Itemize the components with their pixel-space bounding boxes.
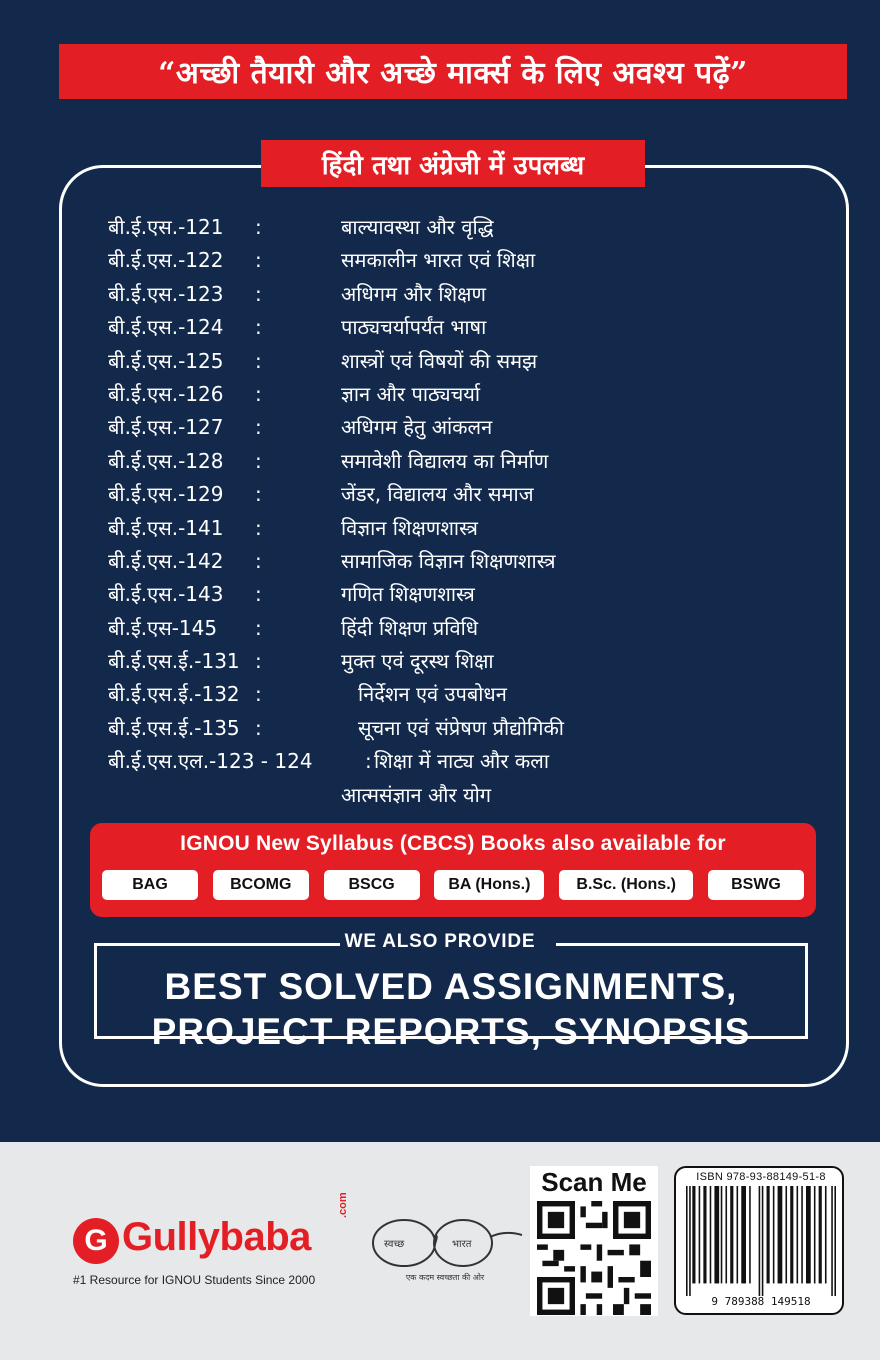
course-title: हिंदी शिक्षण प्रविधि xyxy=(341,615,479,640)
course-code: बी.ई.एस.-124 xyxy=(108,315,224,340)
course-title: सूचना एवं संप्रेषण प्रौद्योगिकी xyxy=(358,715,564,740)
course-code: बी.ई.एस.-129 xyxy=(108,482,224,507)
program-list xyxy=(102,870,804,900)
availability-badge: हिंदी तथा अंग्रेजी में उपलब्ध xyxy=(261,140,645,187)
course-title: ज्ञान और पाठ्यचर्या xyxy=(341,381,481,406)
course-title: मुक्त एवं दूरस्थ शिक्षा xyxy=(341,649,494,674)
course-row xyxy=(108,411,808,444)
course-code: बी.ई.एस.-123 xyxy=(108,281,224,306)
course-row xyxy=(108,645,808,678)
gullybaba-logo-icon: G xyxy=(73,1218,119,1264)
course-row xyxy=(108,779,808,812)
course-title: शास्त्रों एवं विषयों की समझ xyxy=(341,348,538,373)
course-row xyxy=(108,445,808,478)
course-separator: : xyxy=(255,548,262,573)
program-badge-bsc-hons: B.Sc. (Hons.) xyxy=(559,870,693,900)
course-title: अधिगम और शिक्षण xyxy=(341,281,486,306)
isbn-label: ISBN 978-93-88149-51-8 xyxy=(696,1171,826,1183)
provide-line-2: PROJECT REPORTS, SYNOPSIS xyxy=(151,1011,751,1052)
course-title: निर्देशन एवं उपबोधन xyxy=(358,682,507,707)
course-row xyxy=(108,678,808,711)
course-code: बी.ई.एस.ई.-131 xyxy=(108,649,240,674)
course-title: पाठ्यचर्यापर्यंत भाषा xyxy=(341,315,487,340)
course-code: बी.ई.एस.ई.-132 xyxy=(108,682,240,707)
course-row xyxy=(108,211,808,244)
course-separator: : xyxy=(255,448,262,473)
course-separator: : xyxy=(255,582,262,607)
course-title: गणित शिक्षणशास्त्र xyxy=(341,582,475,607)
bharat-word: भारत xyxy=(452,1239,472,1250)
course-title: अधिगम हेतु आंकलन xyxy=(341,415,493,440)
swachh-bharat-logo xyxy=(360,1212,525,1292)
course-code: बी.ई.एस.-128 xyxy=(108,448,224,473)
course-list xyxy=(108,211,808,812)
course-code: बी.ई.एस-145 xyxy=(108,615,218,640)
course-separator: : xyxy=(255,315,262,340)
course-code: बी.ई.एस.एल.-123 - 124 xyxy=(108,749,313,774)
course-code: बी.ई.एस.ई.-135 xyxy=(108,715,240,740)
course-title: जेंडर, विद्यालय और समाज xyxy=(341,482,534,507)
course-separator: : xyxy=(255,381,262,406)
swachh-word: स्वच्छ xyxy=(384,1239,405,1250)
syllabus-title: IGNOU New Syllabus (CBCS) Books also available for xyxy=(180,832,726,855)
swachh-caption: एक कदम स्वच्छता की ओर xyxy=(405,1273,485,1282)
isbn-barcode-block xyxy=(674,1166,844,1315)
course-row xyxy=(108,612,808,645)
course-separator: : xyxy=(255,682,262,707)
course-separator: : xyxy=(255,415,262,440)
provide-label: WE ALSO PROVIDE xyxy=(344,931,536,952)
brand-tagline: #1 Resource for IGNOU Students Since 2000 xyxy=(73,1273,316,1287)
brand-name: Gullybaba xyxy=(122,1215,311,1259)
course-row xyxy=(108,545,808,578)
brand-domain: .com xyxy=(337,1192,349,1218)
course-separator: : xyxy=(255,615,262,640)
course-row xyxy=(108,244,808,277)
scan-me-label: Scan Me xyxy=(541,1167,647,1197)
gullybaba-brand xyxy=(73,1192,363,1306)
course-code: बी.ई.एस.-141 xyxy=(108,515,224,540)
course-separator: : xyxy=(255,515,262,540)
course-code: बी.ई.एस.-143 xyxy=(108,582,224,607)
provide-services xyxy=(0,964,880,1054)
scan-me-block xyxy=(530,1166,658,1316)
course-separator: : xyxy=(255,482,262,507)
program-badge-ba-hons: BA (Hons.) xyxy=(434,870,544,900)
program-badge-bcomg: BCOMG xyxy=(213,870,309,900)
course-title: समावेशी विद्यालय का निर्माण xyxy=(341,448,549,473)
course-row xyxy=(108,512,808,545)
course-title: शिक्षा में नाट्य और कला xyxy=(374,749,550,774)
course-title: विज्ञान शिक्षणशास्त्र xyxy=(341,515,478,540)
course-code: बी.ई.एस.-125 xyxy=(108,348,224,373)
course-row xyxy=(108,311,808,344)
course-row xyxy=(108,345,808,378)
course-row xyxy=(108,478,808,511)
swachh-bharat-glasses-icon xyxy=(360,1212,525,1272)
course-code: बी.ई.एस.-142 xyxy=(108,548,224,573)
tagline-banner: “अच्छी तैयारी और अच्छे मार्क्स के लिए अवश्य पढ़ें” xyxy=(59,44,847,99)
course-separator: : xyxy=(255,715,262,740)
course-title: सामाजिक विज्ञान शिक्षणशास्त्र xyxy=(341,548,556,573)
course-code: बी.ई.एस.-122 xyxy=(108,248,224,273)
course-separator: : xyxy=(255,348,262,373)
provide-line-1: BEST SOLVED ASSIGNMENTS, xyxy=(164,966,738,1007)
course-row xyxy=(108,378,808,411)
course-title: बाल्यावस्था और वृद्धि xyxy=(341,215,494,239)
course-code: बी.ई.एस.-127 xyxy=(108,415,224,440)
course-code: बी.ई.एस.-126 xyxy=(108,381,224,406)
barcode-icon xyxy=(686,1186,836,1296)
course-row xyxy=(108,745,808,778)
course-separator: : xyxy=(255,215,262,239)
course-row xyxy=(108,578,808,611)
program-badge-bag: BAG xyxy=(102,870,198,900)
course-separator: : xyxy=(255,248,262,273)
course-code: बी.ई.एस.-121 xyxy=(108,215,224,239)
course-separator: : xyxy=(255,281,262,306)
course-separator: : xyxy=(365,749,372,774)
qr-code-icon xyxy=(537,1201,651,1315)
isbn-digits: 9 789388 149518 xyxy=(711,1295,811,1308)
course-title: आत्मसंज्ञान और योग xyxy=(341,782,492,807)
program-badge-bscg: BSCG xyxy=(324,870,420,900)
course-title: समकालीन भारत एवं शिक्षा xyxy=(341,248,536,273)
syllabus-banner xyxy=(90,823,816,917)
program-badge-bswg: BSWG xyxy=(708,870,804,900)
course-row xyxy=(108,712,808,745)
course-row xyxy=(108,278,808,311)
course-separator: : xyxy=(255,649,262,674)
